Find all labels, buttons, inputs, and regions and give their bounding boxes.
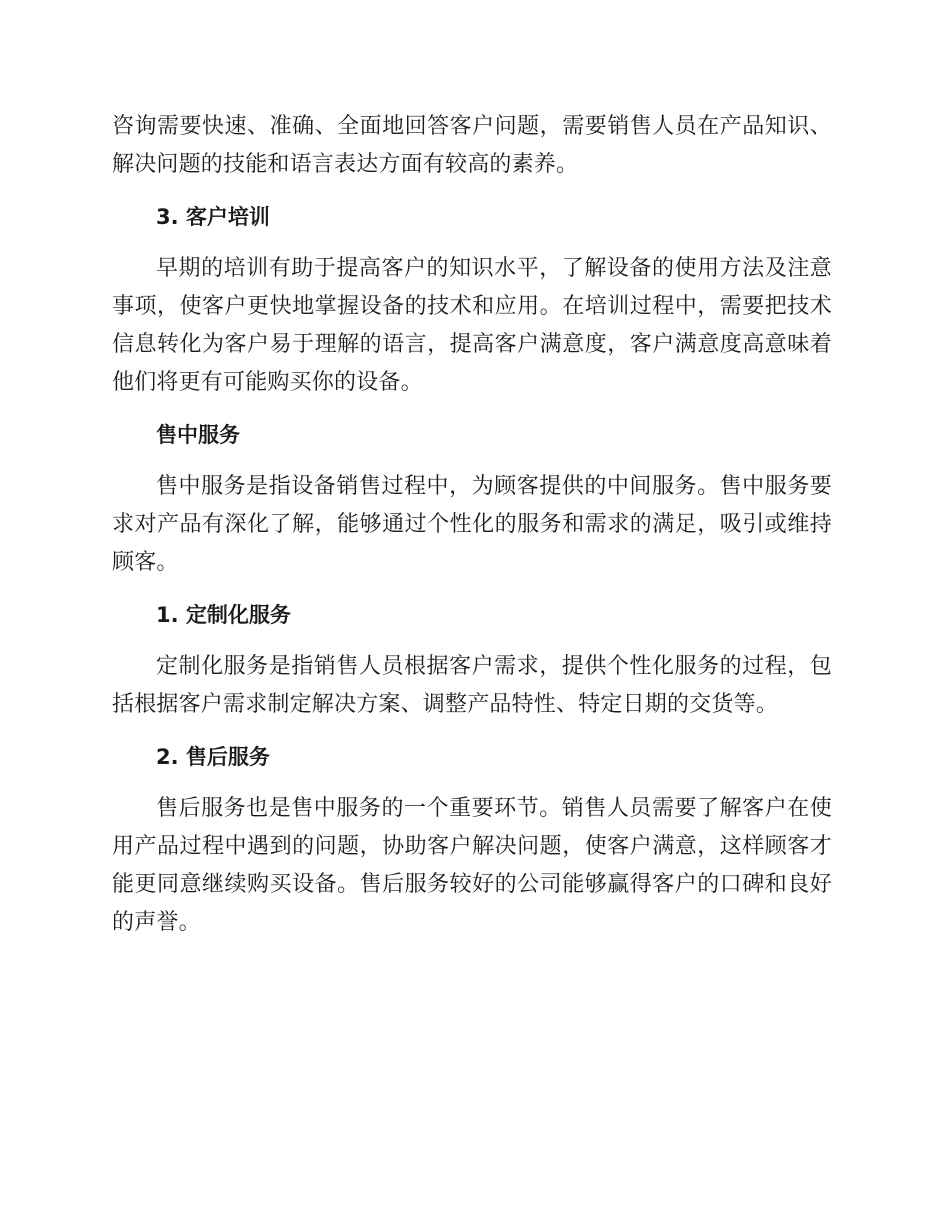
paragraph-after-sale-service: 售后服务也是售中服务的一个重要环节。销售人员需要了解客户在使用产品过程中遇到的问题，协助客户解决问题，使客户满意，这样顾客才能更同意继续购买设备。售后服务较好的公司能够赢得客户的口碑和良好的声誉。	[112, 796, 832, 935]
heading-after-sale-service: 2. 售后服务	[156, 745, 270, 769]
paragraph-consulting: 咨询需要快速、准确、全面地回答客户问题，需要销售人员在产品知识、解决问题的技能和语言表达方面有较高的素养。	[112, 114, 832, 177]
heading-customized-service: 1. 定制化服务	[156, 603, 291, 627]
document-page	[112, 108, 832, 942]
paragraph-customized-service: 定制化服务是指销售人员根据客户需求，提供个性化服务的过程，包括根据客户需求制定解决方案、调整产品特性、特定日期的交货等。	[112, 654, 832, 717]
paragraph-in-sale-service: 售中服务是指设备销售过程中，为顾客提供的中间服务。售中服务要求对产品有深化了解，能够通过个性化的服务和需求的满足，吸引或维持顾客。	[112, 474, 832, 575]
heading-in-sale-service: 售中服务	[156, 423, 240, 447]
heading-customer-training: 3. 客户培训	[156, 205, 270, 229]
paragraph-customer-training: 早期的培训有助于提高客户的知识水平，了解设备的使用方法及注意事项，使客户更快地掌握设备的技术和应用。在培训过程中，需要把技术信息转化为客户易于理解的语言，提高客户满意度，客户满意度高意味着他们将更有可能购买你的设备。	[112, 256, 832, 395]
